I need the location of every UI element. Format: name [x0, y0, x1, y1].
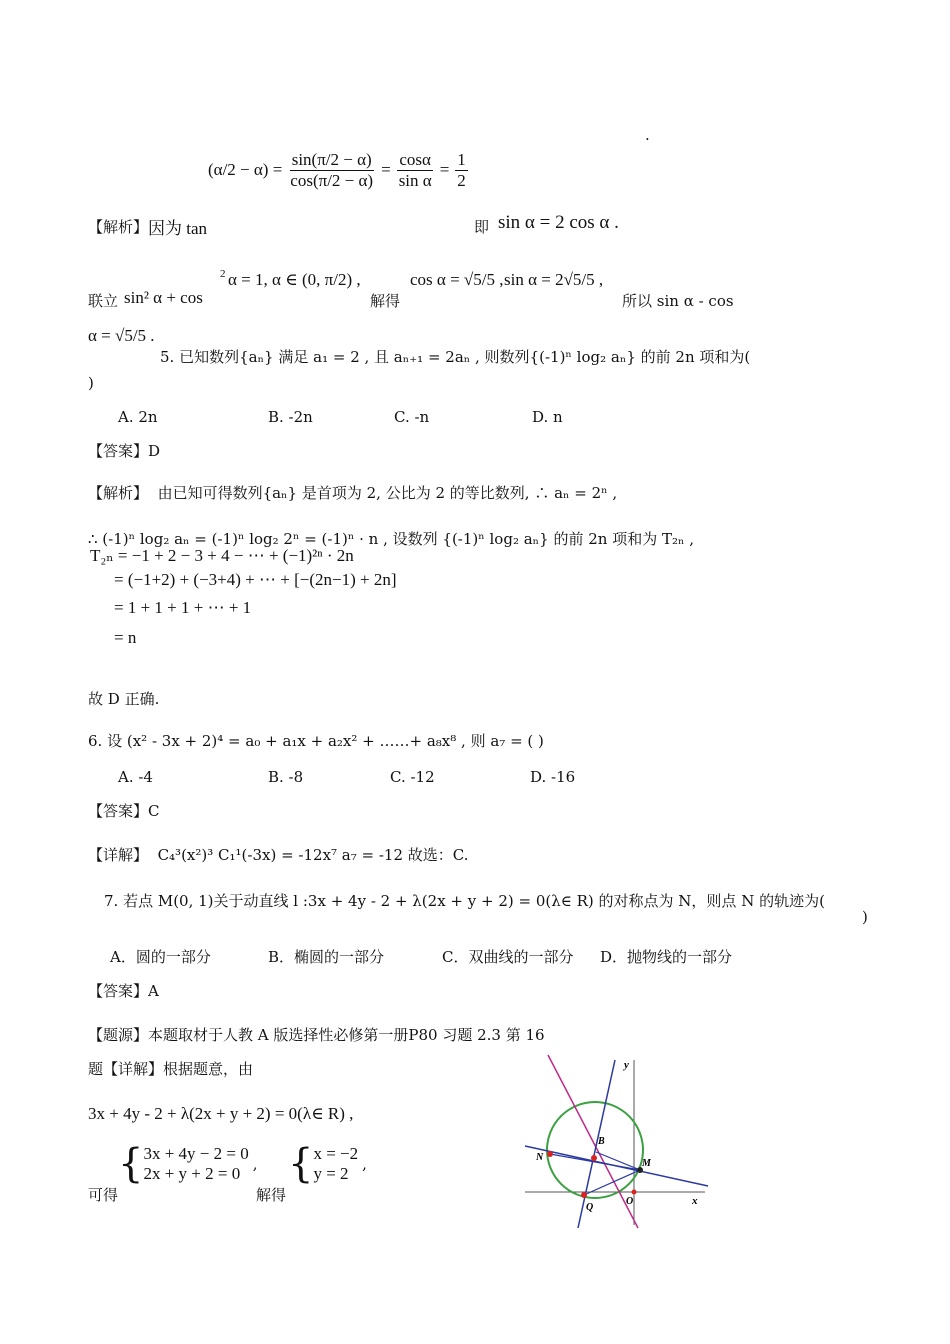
label-B: B	[598, 1136, 605, 1147]
q6-detail: 【详解】 C₄³(x²)³ C₁¹(-3x) = -12x⁷ a₇ = -12 故选：C.	[88, 846, 469, 864]
q6-option-a: A. -4	[118, 768, 153, 786]
q7-stem: 7. 若点 M(0, 1)关于动直线 l :3x + 4y - 2 + λ(2x + y + 2) = 0(λ∈ R) 的对称点为 N，则点 N 的轨迹为(	[104, 892, 825, 910]
tan-lead: (α/2 − α) =	[208, 160, 283, 180]
q7-equation: 3x + 4y - 2 + λ(2x + y + 2) = 0(λ∈ R) ,	[88, 1104, 354, 1123]
q4-sup2: 2	[220, 268, 226, 280]
q7-answer: 【答案】A	[88, 982, 159, 1000]
q5-t2: = (−1+2) + (−3+4) + ⋯ + [−(2n−1) + 2n]	[114, 570, 397, 589]
point-center	[591, 1155, 597, 1161]
q4-so: 所以 sin α - cos	[622, 292, 734, 310]
q5-t4: = n	[114, 628, 137, 647]
q4-solve: 解得	[370, 292, 401, 310]
q5-t3: = 1 + 1 + 1 + ⋯ + 1	[114, 598, 252, 617]
fraction-cos-sin: $\frac{\cos\alpha}{\text{sin α}}$	[398, 150, 432, 190]
q7-detail-prefix: 题【详解】根据题意，由	[88, 1060, 254, 1078]
q7-option-d: D．抛物线的一部分	[600, 948, 733, 966]
q5-option-a: A. 2n	[118, 408, 158, 426]
q5-answer: 【答案】D	[88, 442, 161, 460]
line-blue-1	[578, 1060, 615, 1228]
label-Q: Q	[586, 1202, 594, 1213]
q6-option-c: C. -12	[390, 768, 435, 786]
q7-source: 【题源】本题取材于人教 A 版选择性必修第一册P80 习题 2.3 第 16	[88, 1026, 545, 1044]
q4-joint: 联立	[88, 292, 119, 310]
q6-option-d: D. -16	[530, 768, 576, 786]
q5-t1: T₂ₙ = −1 + 2 − 3 + 4 − ⋯ + (−1)²ⁿ · 2n	[90, 546, 354, 565]
q4-analysis-label: 【解析】	[88, 218, 149, 236]
label-O: O	[626, 1196, 634, 1207]
label-M: M	[642, 1158, 651, 1169]
q5-option-c: C. -n	[394, 408, 430, 426]
q5-option-d: D. n	[532, 408, 563, 426]
q4-sin-eq: sin α = 2 cos α .	[498, 212, 619, 233]
q7-option-c: C．双曲线的一部分	[442, 948, 574, 966]
q4-cos-a: cos α = √5/5 ,	[410, 270, 504, 289]
label-y: y	[624, 1059, 629, 1071]
q5-option-b: B. -2n	[268, 408, 313, 426]
q7-option-a: A．圆的一部分	[110, 948, 211, 966]
q6-stem: 6. 设 (x² - 3x + 2)⁴ = a₀ + a₁x + a₂x² + ……+ a₈x⁸ , 则 a₇ = ( )	[88, 732, 544, 750]
q5-conclusion: 故 D 正确.	[88, 690, 160, 708]
q7-option-b: B．椭圆的一部分	[268, 948, 385, 966]
q4-sin-a: sin α = 2√5/5 ,	[504, 270, 604, 289]
point-O	[632, 1190, 637, 1195]
page-dot: .	[645, 126, 650, 144]
q7-system-1: { 3x + 4y − 2 = 0 2x + y + 2 = 0 ,	[118, 1141, 258, 1187]
q6-answer: 【答案】C	[88, 802, 160, 820]
point-N	[547, 1151, 553, 1157]
label-N: N	[536, 1152, 544, 1163]
fraction-sin-cos: $\frac{\sin(\pi/2 - \alpha)}{\cos(\pi/2 - \alpha)}$	[290, 150, 374, 190]
q7-can-get: 可得	[88, 1186, 119, 1204]
q5-analysis: 【解析】 由已知可得数列{aₙ} 是首项为 2, 公比为 2 的等比数列, ∴ aₙ = 2ⁿ ,	[88, 484, 618, 502]
q4-because-tan: 因为 tan	[148, 219, 208, 238]
q6-option-b: B. -8	[268, 768, 304, 786]
q4-result: α = √5/5 .	[88, 326, 155, 345]
point-Q	[581, 1192, 587, 1198]
fraction-half: $\frac{1}{2}$	[457, 150, 466, 190]
q5-stem: 5. 已知数列{aₙ} 满足 a₁ = 2 , 且 aₙ₊₁ = 2aₙ , 则数列{(-1)ⁿ log₂ aₙ} 的前 2n 项和为(	[160, 348, 751, 366]
q7-system-2: { x = −2 y = 2 ,	[288, 1141, 367, 1187]
q5-line2: ∴ (-1)ⁿ log₂ aₙ = (-1)ⁿ log₂ 2ⁿ = (-1)ⁿ · n , 设数列 {(-1)ⁿ log₂ aₙ} 的前 2n 项和为 T₂ₙ ,	[88, 530, 695, 548]
q4-then: 即	[474, 218, 490, 236]
label-x: x	[692, 1195, 698, 1207]
q7-solve: 解得	[256, 1186, 287, 1204]
geometry-figure	[520, 1050, 720, 1230]
tan-equation: (α/2 − α) = $\frac{\sin(\pi/2 - \alpha)}{\cos(\pi/2 - \alpha)}$ = $\frac{\cos\alpha}{\text{sin α}}$ = $\frac{1}{2}$	[208, 150, 466, 190]
q7-close: )	[862, 908, 868, 926]
q5-close: )	[88, 374, 94, 392]
q4-sin-sq: sin² α + cos	[124, 288, 203, 307]
q4-cond: α = 1, α ∈ (0, π/2) ,	[228, 270, 361, 289]
